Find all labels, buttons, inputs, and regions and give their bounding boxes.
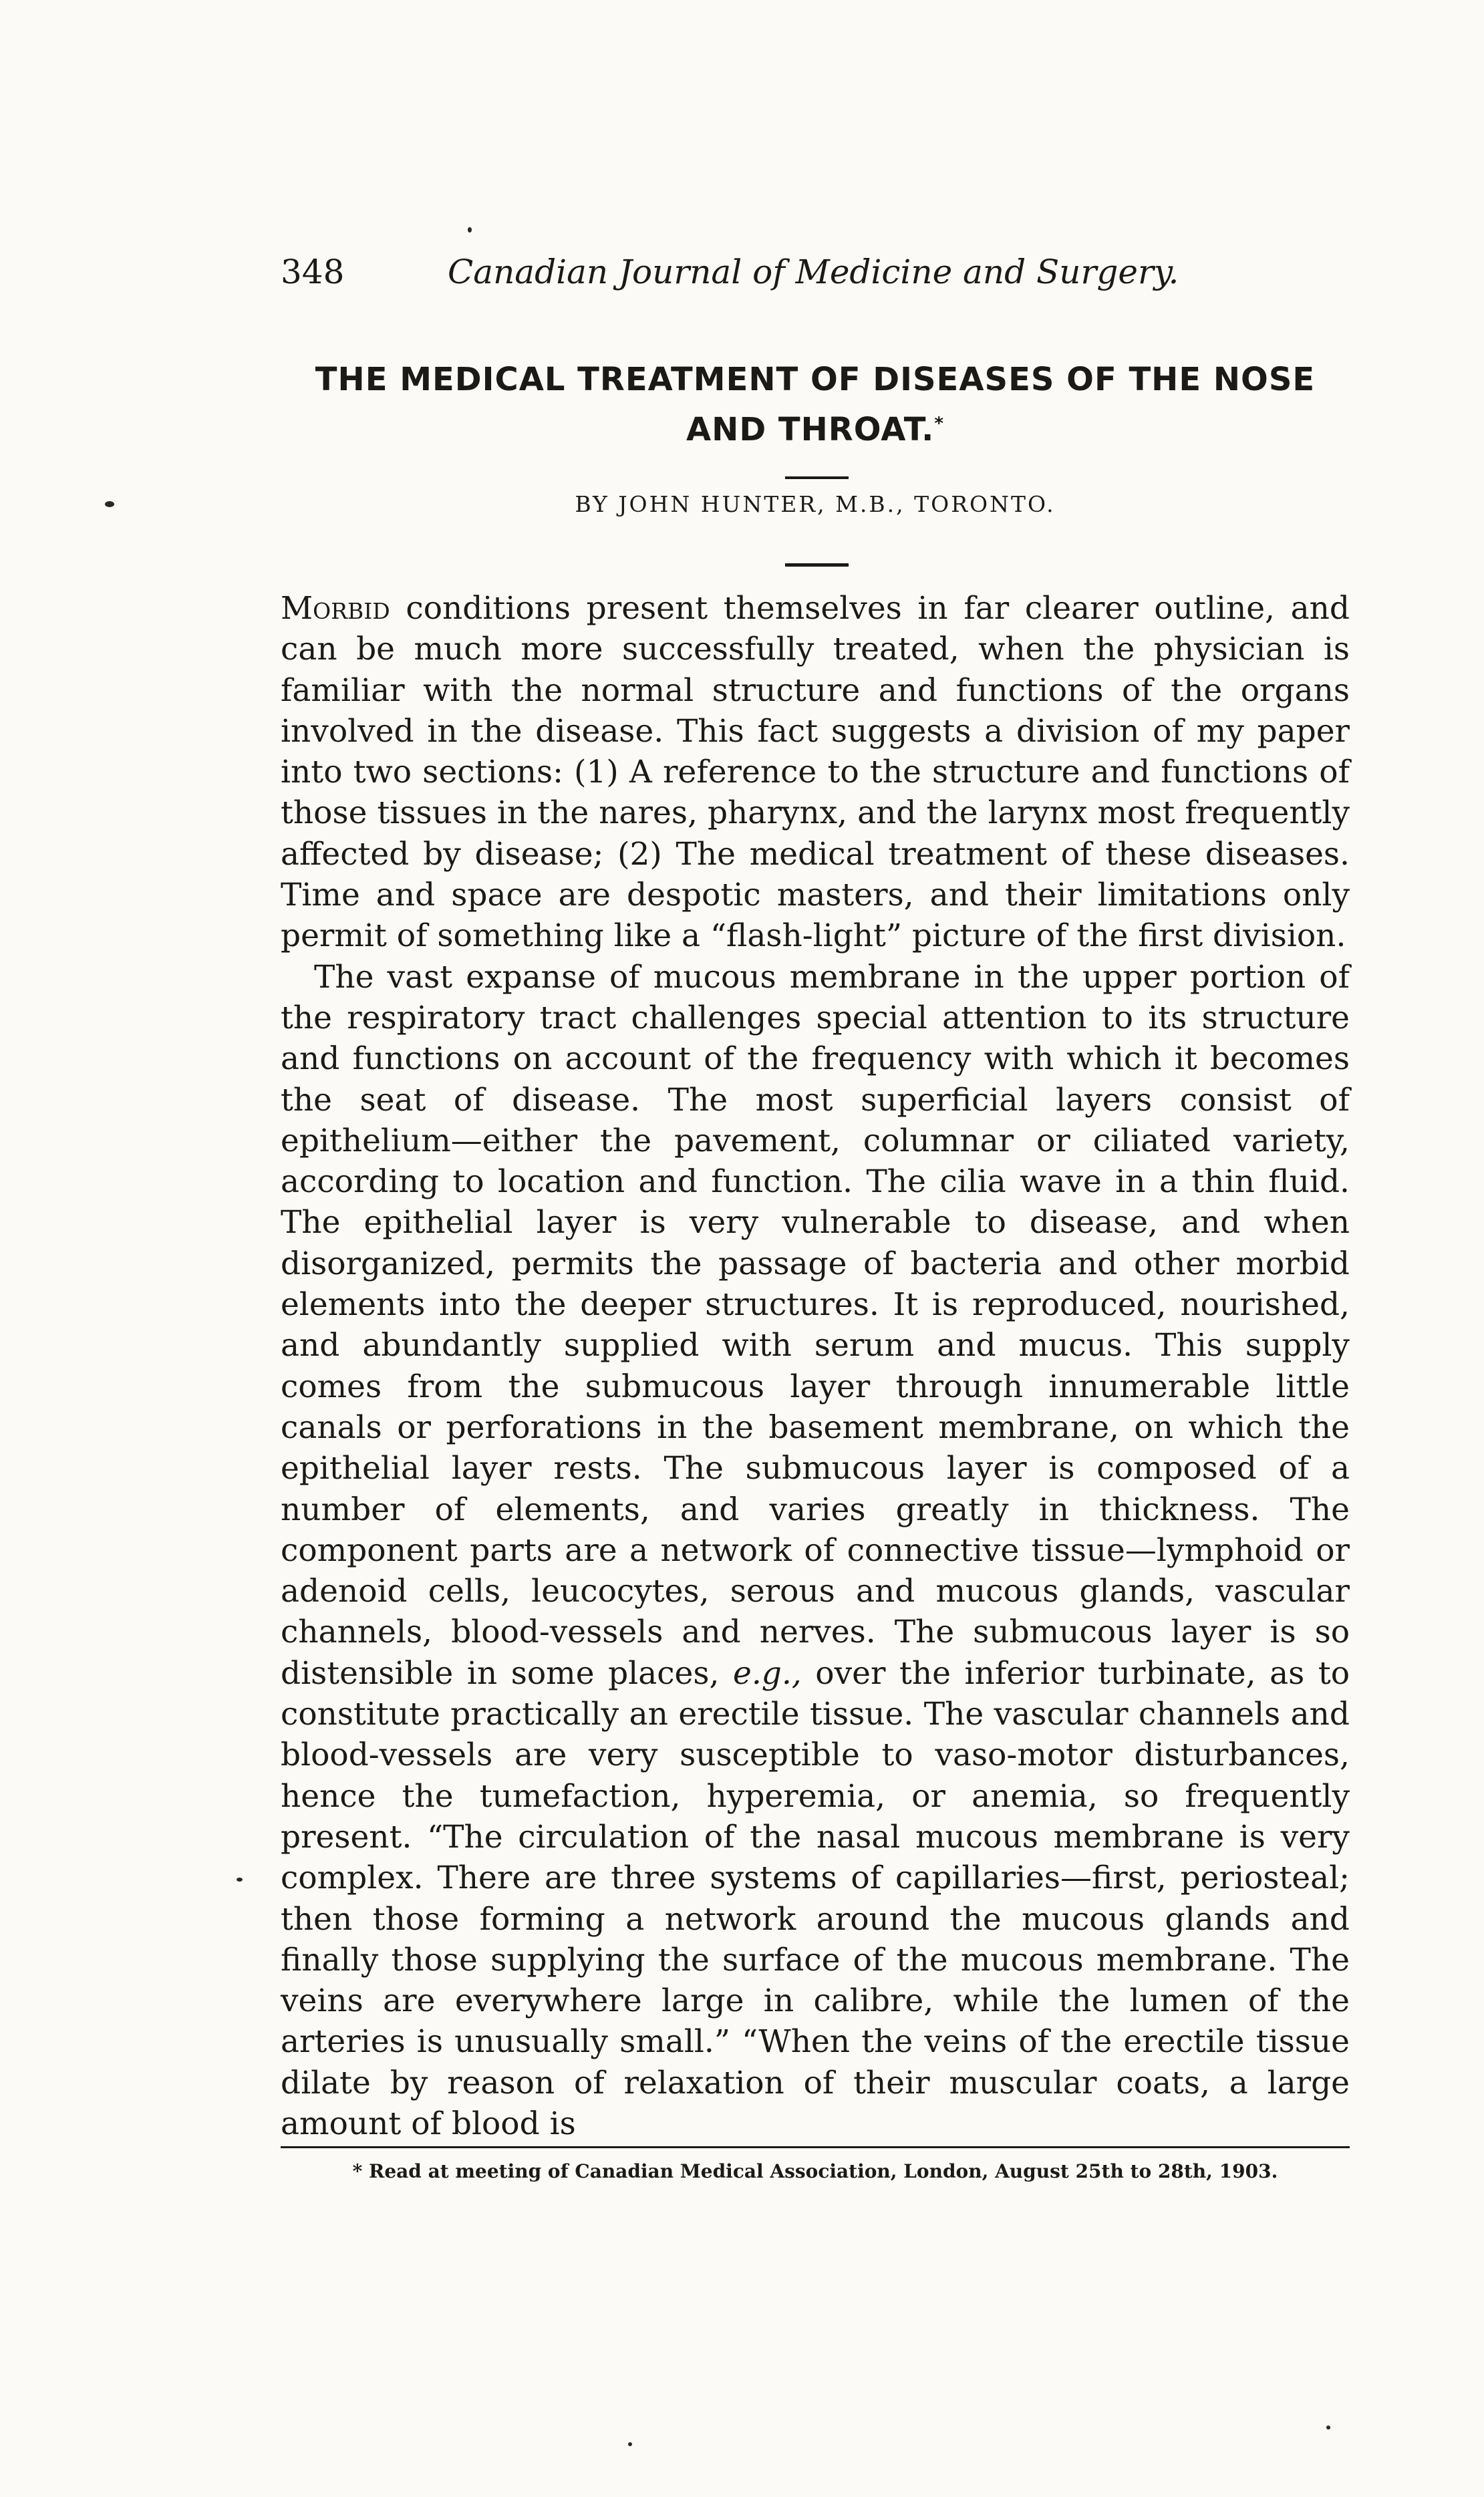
footnote-marker: * — [934, 414, 944, 434]
article-title-line-2 — [267, 402, 1363, 452]
scan-speck — [105, 501, 114, 507]
scan-speck — [237, 1878, 243, 1882]
article-title — [267, 357, 1363, 452]
running-head — [281, 249, 1350, 295]
author-byline: BY JOHN HUNTER, M.B., TORONTO. — [575, 491, 1056, 517]
article-title-line-1: THE MEDICAL TREATMENT OF DISEASES OF THE NOSE — [315, 361, 1316, 398]
page-number: 348 — [281, 253, 345, 291]
scan-speck — [468, 227, 472, 233]
paragraph-2-text-b: over the inferior turbinate, as to constitute practically an erectile tissue. The vascular channels and blood-vessels are very susceptible to vaso-motor disturbances, hence the tumefaction, hyperemia, or anemia, so frequently present. “The circulation of the nasal mucous membrane is very complex. There are three systems of capillaries—first, periosteal; then those forming a network around the mucous glands and finally those supplying the surface of the mucous membrane. The veins are everywhere large in calibre, while the lumen of the arteries is unusually small.” “When the veins of the erectile tissue dilate by reason of relaxation of their muscular coats, a large amount of blood is — [281, 1654, 1350, 2142]
paragraph-lead-word: Morbid — [281, 590, 390, 627]
journal-title: Canadian Journal of Medicine and Surgery. — [448, 253, 1179, 291]
byline-divider — [785, 563, 849, 567]
article-body — [281, 588, 1350, 2144]
scan-speck — [1326, 2426, 1330, 2430]
paragraph-2-text-a: The vast expanse of mucous membrane in the upper portion of the respiratory tract challenges special attention to its structure and functions on account of the frequency with which it becomes the seat of disease. The most superficial layers consist of epithelium—either the pavement, columnar or ciliated variety, according to location and function. The cilia wave in a thin fluid. The epithelial layer is very vulnerable to disease, and when disorganized, permits the passage of bacteria and other morbid elements into the deeper structures. It is reproduced, nourished, and abundantly supplied with serum and mucus. This supply comes from the submucous layer through innumerable little canals or perforations in the basement membrane, on which the epithelial layer rests. The submucous layer is composed of a number of elements, and varies greatly in thickness. The component parts are a network of connective tissue—lymphoid or adenoid cells, leucocytes, serous and mucous glands, vascular channels, blood-vessels and nerves. The submucous layer is so distensible in some places, — [281, 958, 1350, 1692]
paragraph-1-text: conditions present themselves in far clearer outline, and can be much more successfully treated, when the physician is familiar with the normal structure and functions of the organs involved in the disease. This fact suggests a division of my paper into two sections: (1) A reference to the structure and functions of those tissues in the nares, pharynx, and the larynx most frequently affected by disease; (2) The medical treatment of these diseases. Time and space are despotic masters, and their limitations only permit of something like a “flash-light” picture of the first division. — [281, 590, 1350, 955]
paragraph-2-eg: e.g., — [733, 1654, 802, 1692]
footnote-divider — [281, 2146, 1350, 2148]
article-title-line-2-text: AND THROAT. — [686, 411, 935, 448]
scan-speck — [628, 2442, 632, 2446]
paragraph-1 — [281, 588, 1350, 957]
paragraph-2 — [281, 957, 1350, 2145]
title-divider — [785, 476, 849, 479]
footnote: * Read at meeting of Canadian Medical Association, London, August 25th to 28th, 1903. — [352, 2160, 1278, 2182]
